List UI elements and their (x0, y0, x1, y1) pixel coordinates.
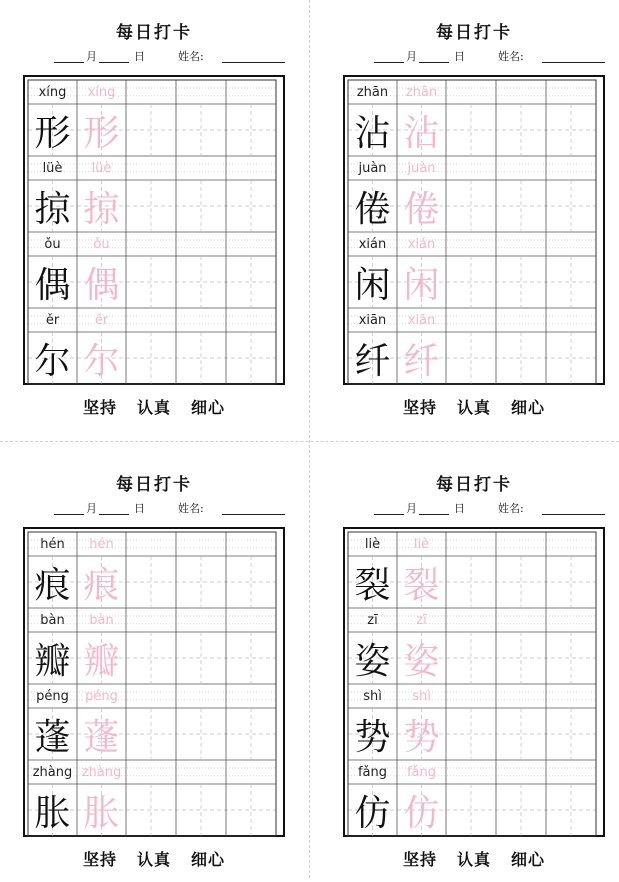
character-practice-cell[interactable] (446, 708, 496, 760)
slogan-word: 坚持 (402, 398, 437, 417)
day-blank[interactable] (419, 514, 449, 515)
practice-card-1 (4, 0, 304, 430)
character-practice-cell[interactable] (176, 784, 226, 836)
character-trace: 纤 (403, 340, 440, 382)
pinyin-example: zhàng (32, 764, 73, 780)
character-practice-cell[interactable] (546, 632, 596, 684)
character-practice-cell[interactable] (226, 632, 276, 684)
pinyin-practice-cell[interactable] (546, 532, 596, 556)
date-name-line (374, 48, 614, 66)
character-practice-cell[interactable] (176, 632, 226, 684)
slogan-word: 细心 (511, 850, 546, 869)
character-example: 痕 (34, 564, 71, 606)
pinyin-example: zhān (356, 84, 389, 100)
character-practice-cell[interactable] (126, 180, 176, 232)
pinyin-practice-cell[interactable] (226, 80, 276, 104)
writing-grid (23, 75, 285, 385)
pinyin-practice-cell[interactable] (496, 156, 546, 180)
card-title: 每日打卡 (436, 23, 512, 43)
vertical-cut-line (309, 0, 310, 878)
day-blank[interactable] (419, 62, 449, 63)
practice-card-4 (324, 452, 619, 882)
character-practice-cell[interactable] (176, 180, 226, 232)
character-practice-cell[interactable] (126, 708, 176, 760)
pinyin-practice-cell[interactable] (176, 760, 226, 784)
pinyin-practice-cell[interactable] (126, 760, 176, 784)
character-trace: 沾 (403, 112, 440, 154)
pinyin-example: hén (40, 536, 65, 552)
pinyin-practice-cell[interactable] (446, 80, 496, 104)
pinyin-trace: xíng (87, 84, 116, 100)
pinyin-trace: lüè (91, 160, 112, 176)
character-example: 沾 (354, 112, 391, 154)
character-practice-cell[interactable] (176, 332, 226, 384)
pinyin-example: bàn (40, 612, 65, 628)
character-practice-cell[interactable] (126, 784, 176, 836)
name-blank[interactable] (222, 514, 285, 515)
name-label: 姓名: (178, 502, 204, 515)
character-trace: 形 (83, 112, 120, 154)
month-label: 月 (86, 502, 97, 515)
character-trace: 蓬 (83, 716, 120, 758)
character-practice-cell[interactable] (226, 708, 276, 760)
slogan-line (324, 847, 619, 870)
pinyin-practice-cell[interactable] (226, 684, 276, 708)
pinyin-practice-cell[interactable] (546, 80, 596, 104)
character-example: 闲 (354, 264, 391, 306)
character-example: 姿 (354, 640, 391, 682)
pinyin-practice-cell[interactable] (446, 608, 496, 632)
character-practice-cell[interactable] (496, 708, 546, 760)
character-practice-cell[interactable] (176, 708, 226, 760)
character-practice-cell[interactable] (226, 256, 276, 308)
pinyin-practice-cell[interactable] (176, 684, 226, 708)
character-practice-cell[interactable] (546, 180, 596, 232)
date-name-line (54, 48, 294, 66)
slogan-word: 细心 (511, 398, 546, 417)
pinyin-practice-cell[interactable] (496, 80, 546, 104)
name-blank[interactable] (222, 62, 285, 63)
month-label: 月 (86, 50, 97, 63)
slogan-word: 细心 (191, 850, 226, 869)
pinyin-example: lüè (42, 160, 63, 176)
pinyin-practice-cell[interactable] (226, 760, 276, 784)
character-practice-cell[interactable] (496, 332, 546, 384)
card-title: 每日打卡 (116, 475, 192, 495)
pinyin-trace: shì (412, 688, 431, 704)
pinyin-practice-cell[interactable] (176, 232, 226, 256)
character-example: 势 (354, 716, 391, 758)
name-blank[interactable] (542, 514, 605, 515)
pinyin-trace: zhān (405, 84, 438, 100)
pinyin-practice-cell[interactable] (126, 684, 176, 708)
character-trace: 痕 (83, 564, 120, 606)
pinyin-example: zī (367, 612, 378, 628)
date-name-line (54, 500, 294, 518)
pinyin-practice-cell[interactable] (126, 80, 176, 104)
character-practice-cell[interactable] (176, 256, 226, 308)
pinyin-practice-cell[interactable] (446, 760, 496, 784)
day-label: 日 (134, 502, 145, 515)
pinyin-practice-cell[interactable] (126, 308, 176, 332)
name-label: 姓名: (498, 502, 524, 515)
character-trace: 掠 (83, 188, 120, 230)
character-practice-cell[interactable] (226, 784, 276, 836)
month-blank[interactable] (374, 514, 404, 515)
slogan-word: 细心 (191, 398, 226, 417)
pinyin-practice-cell[interactable] (496, 608, 546, 632)
pinyin-practice-cell[interactable] (126, 532, 176, 556)
slogan-word: 坚持 (402, 850, 437, 869)
pinyin-trace: liè (413, 536, 430, 552)
pinyin-example: xiān (358, 312, 387, 328)
date-name-line (374, 500, 614, 518)
character-example: 倦 (354, 188, 391, 230)
pinyin-practice-cell[interactable] (126, 232, 176, 256)
pinyin-practice-cell[interactable] (446, 156, 496, 180)
slogan-word: 坚持 (82, 398, 117, 417)
writing-grid (23, 527, 285, 837)
pinyin-trace: xiān (407, 312, 436, 328)
slogan-word: 坚持 (82, 850, 117, 869)
character-trace: 姿 (403, 640, 440, 682)
character-practice-cell[interactable] (446, 332, 496, 384)
character-practice-cell[interactable] (126, 332, 176, 384)
pinyin-practice-cell[interactable] (546, 156, 596, 180)
writing-grid (343, 75, 605, 385)
character-trace: 尔 (83, 340, 120, 382)
pinyin-practice-cell[interactable] (176, 308, 226, 332)
character-practice-cell[interactable] (446, 180, 496, 232)
month-label: 月 (406, 502, 417, 515)
slogan-word: 认真 (456, 850, 491, 869)
month-blank[interactable] (54, 62, 84, 63)
slogan-word: 认真 (136, 398, 171, 417)
pinyin-practice-cell[interactable] (546, 308, 596, 332)
character-example: 掠 (34, 188, 71, 230)
pinyin-trace: fǎng (406, 764, 437, 780)
pinyin-example: péng (36, 688, 69, 704)
character-practice-cell[interactable] (226, 180, 276, 232)
name-blank[interactable] (542, 62, 605, 63)
practice-card-2 (324, 0, 619, 430)
pinyin-practice-cell[interactable] (226, 308, 276, 332)
pinyin-trace: juàn (407, 160, 436, 176)
character-practice-cell[interactable] (496, 556, 546, 608)
month-blank[interactable] (374, 62, 404, 63)
character-trace: 势 (403, 716, 440, 758)
character-trace: 偶 (83, 264, 120, 306)
pinyin-practice-cell[interactable] (446, 308, 496, 332)
character-trace: 闲 (403, 264, 440, 306)
pinyin-practice-cell[interactable] (176, 156, 226, 180)
pinyin-example: xíng (38, 84, 67, 100)
character-example: 裂 (354, 564, 391, 606)
character-practice-cell[interactable] (496, 784, 546, 836)
character-trace: 倦 (403, 188, 440, 230)
character-practice-cell[interactable] (446, 632, 496, 684)
character-practice-cell[interactable] (546, 104, 596, 156)
slogan-line (4, 847, 304, 870)
character-practice-cell[interactable] (126, 632, 176, 684)
character-example: 胀 (34, 792, 71, 834)
character-trace: 仿 (403, 792, 440, 834)
character-practice-cell[interactable] (446, 256, 496, 308)
pinyin-practice-cell[interactable] (496, 232, 546, 256)
character-trace: 裂 (403, 564, 440, 606)
pinyin-example: liè (364, 536, 381, 552)
character-practice-cell[interactable] (546, 332, 596, 384)
character-trace: 胀 (83, 792, 120, 834)
pinyin-practice-cell[interactable] (496, 532, 546, 556)
horizontal-cut-line (0, 441, 619, 442)
pinyin-example: ěr (45, 312, 60, 328)
month-blank[interactable] (54, 514, 84, 515)
character-practice-cell[interactable] (126, 256, 176, 308)
pinyin-practice-cell[interactable] (446, 232, 496, 256)
pinyin-trace: péng (85, 688, 118, 704)
character-trace: 瓣 (83, 640, 120, 682)
day-blank[interactable] (99, 62, 129, 63)
character-example: 纤 (354, 340, 391, 382)
day-label: 日 (134, 50, 145, 63)
character-practice-cell[interactable] (496, 104, 546, 156)
pinyin-practice-cell[interactable] (226, 232, 276, 256)
character-example: 瓣 (34, 640, 71, 682)
pinyin-trace: xián (407, 236, 436, 252)
character-practice-cell[interactable] (546, 256, 596, 308)
character-example: 仿 (354, 792, 391, 834)
month-label: 月 (406, 50, 417, 63)
character-practice-cell[interactable] (496, 256, 546, 308)
practice-card-3 (4, 452, 304, 882)
slogan-word: 认真 (456, 398, 491, 417)
character-practice-cell[interactable] (226, 104, 276, 156)
character-practice-cell[interactable] (446, 784, 496, 836)
character-practice-cell[interactable] (126, 556, 176, 608)
character-practice-cell[interactable] (546, 556, 596, 608)
character-example: 形 (34, 112, 71, 154)
pinyin-practice-cell[interactable] (496, 684, 546, 708)
day-label: 日 (454, 50, 465, 63)
pinyin-practice-cell[interactable] (546, 608, 596, 632)
character-practice-cell[interactable] (226, 332, 276, 384)
pinyin-practice-cell[interactable] (176, 80, 226, 104)
day-blank[interactable] (99, 514, 129, 515)
character-practice-cell[interactable] (546, 784, 596, 836)
pinyin-trace: zhàng (81, 764, 122, 780)
character-practice-cell[interactable] (226, 556, 276, 608)
name-label: 姓名: (498, 50, 524, 63)
pinyin-practice-cell[interactable] (226, 608, 276, 632)
slogan-word: 认真 (136, 850, 171, 869)
pinyin-example: juàn (358, 160, 387, 176)
pinyin-practice-cell[interactable] (126, 156, 176, 180)
pinyin-trace: ǒu (93, 236, 110, 252)
name-label: 姓名: (178, 50, 204, 63)
pinyin-trace: ěr (94, 312, 109, 328)
character-practice-cell[interactable] (496, 632, 546, 684)
character-practice-cell[interactable] (176, 556, 226, 608)
slogan-line (324, 395, 619, 418)
slogan-line (4, 395, 304, 418)
character-example: 偶 (34, 264, 71, 306)
pinyin-practice-cell[interactable] (496, 308, 546, 332)
character-example: 蓬 (34, 716, 71, 758)
pinyin-practice-cell[interactable] (176, 532, 226, 556)
pinyin-practice-cell[interactable] (546, 684, 596, 708)
pinyin-practice-cell[interactable] (496, 760, 546, 784)
pinyin-example: ǒu (44, 236, 61, 252)
card-title: 每日打卡 (436, 475, 512, 495)
pinyin-trace: bàn (89, 612, 114, 628)
pinyin-example: shì (363, 688, 382, 704)
character-practice-cell[interactable] (446, 556, 496, 608)
writing-grid (343, 527, 605, 837)
pinyin-practice-cell[interactable] (546, 232, 596, 256)
pinyin-trace: zī (416, 612, 427, 628)
pinyin-trace: hén (89, 536, 114, 552)
pinyin-practice-cell[interactable] (546, 760, 596, 784)
character-practice-cell[interactable] (176, 104, 226, 156)
day-label: 日 (454, 502, 465, 515)
pinyin-example: xián (358, 236, 387, 252)
pinyin-practice-cell[interactable] (126, 608, 176, 632)
character-example: 尔 (34, 340, 71, 382)
pinyin-practice-cell[interactable] (226, 156, 276, 180)
card-title: 每日打卡 (116, 23, 192, 43)
character-practice-cell[interactable] (446, 104, 496, 156)
character-practice-cell[interactable] (496, 180, 546, 232)
pinyin-example: fǎng (357, 764, 388, 780)
character-practice-cell[interactable] (546, 708, 596, 760)
pinyin-practice-cell[interactable] (446, 532, 496, 556)
pinyin-practice-cell[interactable] (226, 532, 276, 556)
pinyin-practice-cell[interactable] (446, 684, 496, 708)
pinyin-practice-cell[interactable] (176, 608, 226, 632)
character-practice-cell[interactable] (126, 104, 176, 156)
